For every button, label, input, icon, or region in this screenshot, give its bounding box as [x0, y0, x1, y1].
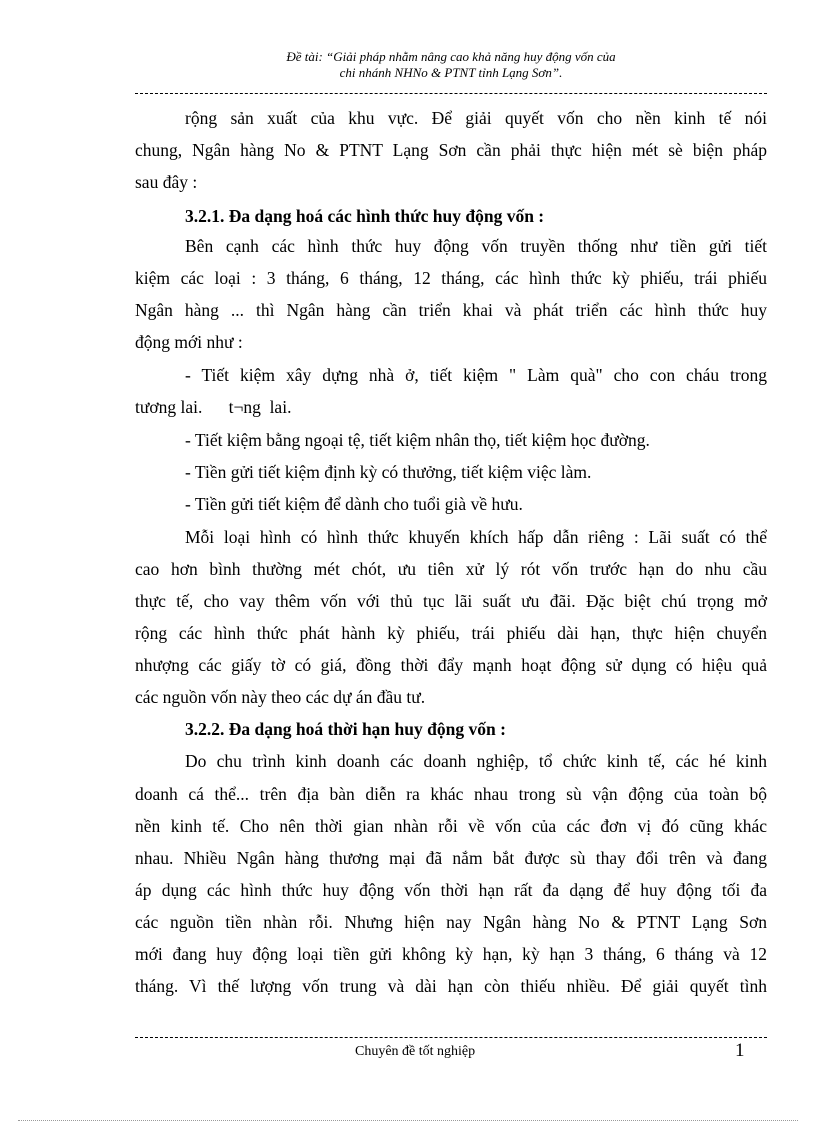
body-line: nhượng các giấy tờ có giá, đồng thời đẩy mạnh hoạt động sử dụng có hiệu quả: [135, 655, 767, 675]
page-edge-divider: [18, 1120, 798, 1121]
bullet-line: - Tiền gửi tiết kiệm định kỳ có thưởng, tiết kiệm việc làm.: [185, 462, 592, 482]
body-line: tháng. Vì thế lượng vốn trung và dài hạn còn thiếu nhiều. Để giải quyết tình: [135, 976, 767, 996]
body-line: Ngân hàng ... thì Ngân hàng cần triển khai và phát triển các hình thức huy: [135, 300, 767, 320]
body-line: nhau. Nhiều Ngân hàng thương mại đã nắm bắt được sù thay đổi trên và đang: [135, 848, 767, 868]
body-line: áp dụng các hình thức huy động vốn thời hạn rất đa dạng để huy động tối đa: [135, 880, 767, 900]
body-line: Do chu trình kinh doanh các doanh nghiệp, tổ chức kinh tế, các hé kinh: [185, 751, 767, 771]
header-title-line-1: Đề tài: “Giải pháp nhằm nâng cao khả năng huy động vốn của: [286, 49, 616, 64]
footer-divider: [135, 1037, 767, 1038]
body-line: động mới như :: [135, 332, 243, 352]
body-line: rộng sản xuất của khu vực. Để giải quyết vốn cho nền kinh tế nói: [185, 108, 767, 128]
body-line: nền kinh tế. Cho nên thời gian nhàn rỗi về vốn của các đơn vị đó cũng khác: [135, 816, 767, 836]
body-line: thực tế, cho vay thêm vốn với thủ tục lãi suất ưu đãi. Đặc biệt chú trọng mở: [135, 591, 767, 611]
bullet-line: - Tiền gửi tiết kiệm để dành cho tuổi già về hưu.: [185, 494, 523, 514]
body-line: tương lai. t¬ng lai.: [135, 397, 292, 417]
body-line: Bên cạnh các hình thức huy động vốn truyền thống như tiền gửi tiết: [185, 236, 767, 256]
header-divider: [135, 93, 767, 94]
body-line: kiệm các loại : 3 tháng, 6 tháng, 12 tháng, các hình thức kỳ phiếu, trái phiếu: [135, 268, 767, 288]
body-line: mới đang huy động loại tiền gửi không kỳ hạn, kỳ hạn 3 tháng, 6 tháng và 12: [135, 944, 767, 964]
section-heading-3-2-2: 3.2.2. Đa dạng hoá thời hạn huy động vốn :: [185, 719, 506, 739]
body-line: Mỗi loại hình có hình thức khuyến khích hấp dẫn riêng : Lãi suất có thể: [185, 527, 767, 547]
body-line: các nguồn vốn này theo các dự án đầu tư.: [135, 687, 426, 707]
body-line: sau đây :: [135, 172, 198, 192]
body-line: cao hơn bình thường mét chót, ưu tiên xử lý rót vốn trước hạn do nhu cầu: [135, 559, 767, 579]
bullet-line: - Tiết kiệm xây dựng nhà ở, tiết kiệm " Làm quà" cho con cháu trong: [185, 365, 767, 385]
body-line: rộng các hình thức phát hành kỳ phiếu, trái phiếu dài hạn, thực hiện chuyển: [135, 623, 767, 643]
header-title-line-2: chi nhánh NHNo & PTNT tỉnh Lạng Sơn”.: [339, 65, 563, 80]
body-line: chung, Ngân hàng No & PTNT Lạng Sơn cần phải thực hiện mét sè biện pháp: [135, 140, 767, 160]
footer-title: Chuyên đề tốt nghiệp: [355, 1044, 476, 1059]
bullet-line: - Tiết kiệm bằng ngoại tệ, tiết kiệm nhân thọ, tiết kiệm học đường.: [185, 430, 650, 450]
body-line: doanh cá thể... trên địa bàn diễn ra khác nhau trong sù vận động của toàn bộ: [135, 784, 767, 804]
page-number: 1: [735, 1040, 745, 1061]
section-heading-3-2-1: 3.2.1. Đa dạng hoá các hình thức huy động vốn :: [185, 206, 545, 226]
body-line: các nguồn tiền nhàn rỗi. Nhưng hiện nay Ngân hàng No & PTNT Lạng Sơn: [135, 912, 767, 932]
